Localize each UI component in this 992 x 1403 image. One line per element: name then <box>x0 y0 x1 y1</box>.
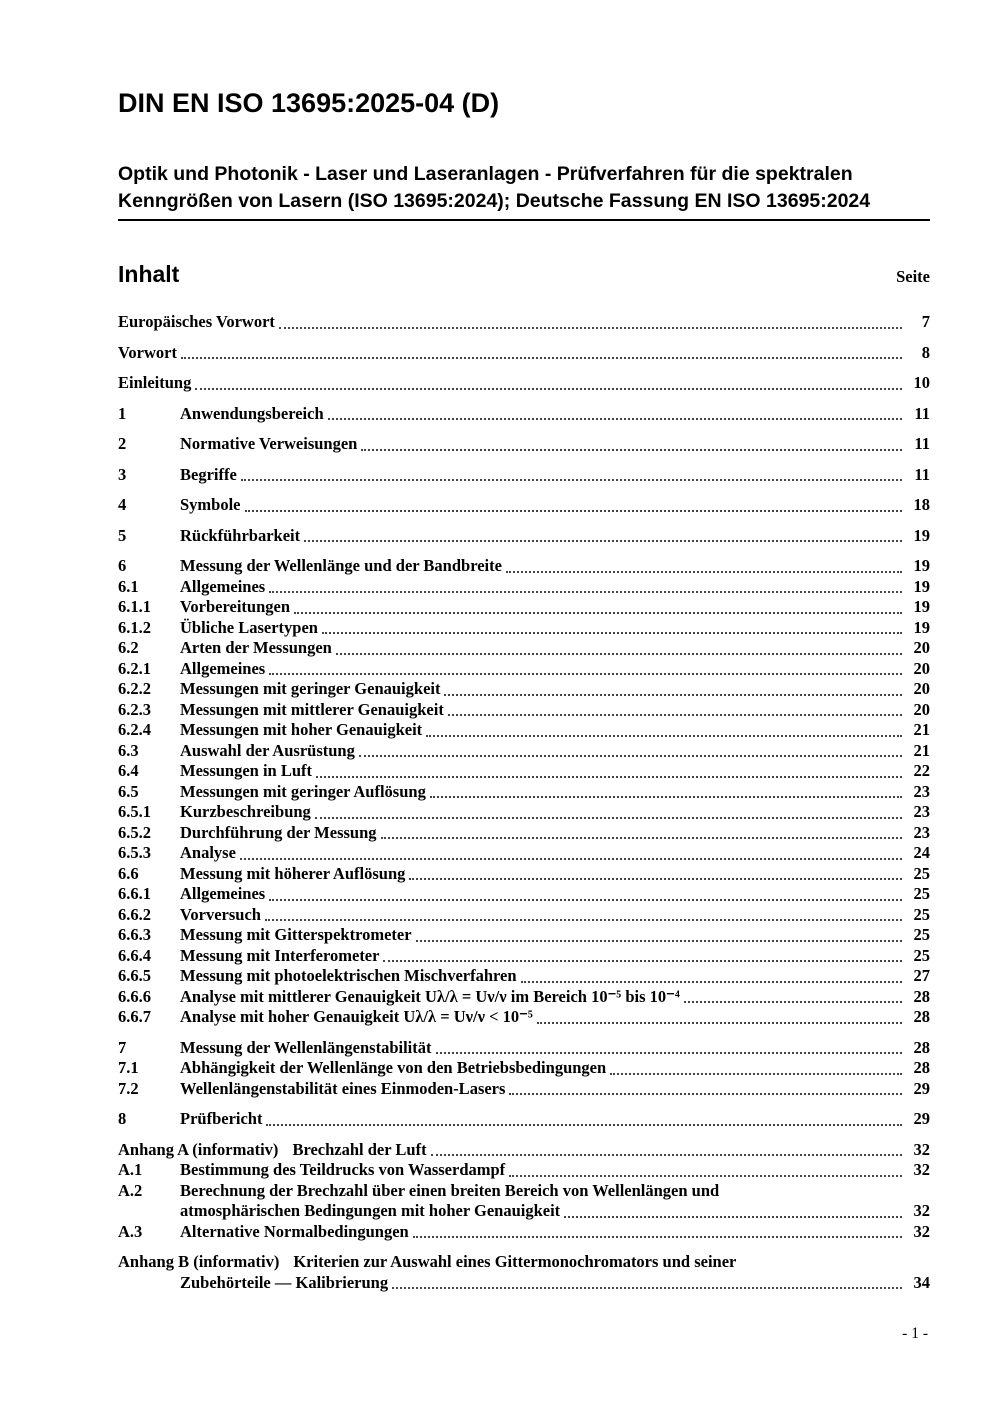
toc-entry[interactable] <box>118 925 930 946</box>
toc-entry-page: 20 <box>913 658 930 678</box>
toc-entry-lastline <box>180 597 930 618</box>
toc-entry-lastline <box>180 659 930 680</box>
toc-entry-label: Vorwort <box>118 342 177 362</box>
toc-entry-lastline <box>180 404 930 425</box>
dot-leader <box>240 858 902 860</box>
toc-entry-page: 10 <box>913 373 930 392</box>
toc-entry-lastline <box>180 1222 930 1243</box>
toc-entry-number: 6.1.1 <box>118 597 151 616</box>
toc-entry-label: Kriterien zur Auswahl eines Gittermonochromators und seiner <box>293 1252 737 1271</box>
toc-entry-number: 3 <box>118 464 127 484</box>
dot-leader <box>322 632 902 634</box>
dot-leader <box>610 1073 902 1075</box>
toc-entry-page: 28 <box>913 1037 930 1057</box>
toc-entry[interactable] <box>118 618 930 639</box>
toc-entry-page: 11 <box>914 464 930 484</box>
toc-entry-lastline <box>180 761 930 782</box>
toc-entry-label: Messung mit Interferometer <box>180 945 380 965</box>
toc-entry-page: 29 <box>913 1078 930 1098</box>
toc-entry-number: 6.3 <box>118 740 139 760</box>
toc-entry-lastline <box>180 1079 930 1100</box>
dot-leader <box>521 981 902 983</box>
toc-entry-lastline <box>180 556 930 577</box>
toc-entry-lastline <box>118 312 930 333</box>
toc-entry-page: 32 <box>913 1221 930 1241</box>
toc-entry[interactable] <box>118 1181 930 1222</box>
toc-entry-label: Alternative Normalbedingungen <box>180 1221 409 1241</box>
toc-entry-page: 23 <box>913 822 930 842</box>
toc-entry-number: 5 <box>118 525 127 545</box>
toc-entry-number: 6.5 <box>118 781 139 801</box>
toc-entry-number: 2 <box>118 434 127 453</box>
dot-leader <box>564 1216 902 1218</box>
dot-leader <box>266 1124 902 1126</box>
toc-entry-number: 6.2.3 <box>118 699 151 719</box>
toc-entry-number: A.2 <box>118 1180 143 1200</box>
subtitle-line-1: Optik und Photonik - Laser und Laseranlagen - Prüfverfahren für die spektralen <box>118 163 853 185</box>
toc-entry-label: Symbole <box>180 495 241 514</box>
toc-entry-number: 6.1.2 <box>118 617 151 637</box>
toc-entry-lastline <box>180 1109 930 1130</box>
toc-entry-lastline <box>180 638 930 659</box>
toc-entry-page: 19 <box>913 525 930 545</box>
toc-entry[interactable] <box>118 373 930 394</box>
toc-entry-label: Kurzbeschreibung <box>180 802 311 821</box>
toc-entry[interactable] <box>118 434 930 455</box>
toc-entry-lastline <box>180 465 930 486</box>
toc-entry-lastline <box>180 741 930 762</box>
toc-entry[interactable] <box>118 495 930 516</box>
dot-leader <box>506 571 902 573</box>
toc-entry-lastline <box>180 1007 930 1028</box>
dot-leader <box>328 418 902 420</box>
dot-leader <box>294 612 902 614</box>
dot-leader <box>315 817 902 819</box>
toc-entry-number: 6.2 <box>118 638 139 657</box>
toc-entry-page: 28 <box>913 986 930 1006</box>
toc-heading: Inhalt <box>118 261 180 287</box>
toc-entry-label: Rückführbarkeit <box>180 525 301 545</box>
dot-leader <box>448 714 902 716</box>
dot-leader <box>269 899 902 901</box>
toc-entry-number: 6.6.7 <box>118 1007 151 1026</box>
toc-entry-number: A.3 <box>118 1221 143 1241</box>
toc-entry-page: 19 <box>913 617 930 637</box>
toc-entry[interactable] <box>118 526 930 547</box>
toc-entry-lastline <box>180 618 930 639</box>
toc-entry-lastline <box>180 1038 930 1059</box>
toc-entry-lastline <box>292 1140 930 1161</box>
toc-entry-line1 <box>118 1252 930 1273</box>
dot-leader <box>359 755 902 757</box>
toc-entry-page: 25 <box>913 925 930 944</box>
dot-leader <box>509 1093 902 1095</box>
dot-leader <box>245 510 902 512</box>
dot-leader <box>316 776 902 778</box>
toc-entry-label: Messung der Wellenlängenstabilität <box>180 1037 432 1057</box>
toc-entry-page: 32 <box>913 1139 930 1159</box>
toc-entry-label: Durchführung der Messung <box>180 822 377 842</box>
toc-entry-lastline <box>180 987 930 1008</box>
toc-entry[interactable] <box>118 884 930 905</box>
toc-entry-page: 11 <box>914 434 930 453</box>
toc-entry[interactable] <box>118 905 930 926</box>
dot-leader <box>431 1154 902 1156</box>
toc-header <box>118 261 930 288</box>
toc-entry-page: 11 <box>914 403 930 423</box>
dot-leader <box>279 327 902 329</box>
toc-entry-page: 19 <box>913 556 930 575</box>
toc-entry-label: Allgemeines <box>180 884 266 903</box>
toc-entry-lastline <box>180 1201 930 1222</box>
toc-entry[interactable] <box>118 638 930 659</box>
toc-entry[interactable] <box>118 679 930 700</box>
dot-leader <box>265 919 902 921</box>
toc-entry[interactable] <box>118 823 930 844</box>
toc-entry-number: 6.5.3 <box>118 843 151 862</box>
dot-leader <box>269 591 902 593</box>
toc-entry-lastline <box>180 905 930 926</box>
toc-entry-label: Übliche Lasertypen <box>180 617 318 637</box>
toc-entry-line1 <box>180 1181 930 1202</box>
toc-entry-lastline <box>118 373 930 394</box>
dot-leader <box>416 940 902 942</box>
toc-entry-number: 6.6.4 <box>118 945 151 965</box>
toc-entry-number: 6.1 <box>118 576 139 596</box>
dot-leader <box>426 735 902 737</box>
toc-entry[interactable] <box>118 577 930 598</box>
toc-entry-page: 20 <box>913 638 930 657</box>
toc-entry-number: 6.6.5 <box>118 966 151 985</box>
toc-entry-label: Wellenlängenstabilität eines Einmoden-Lasers <box>180 1078 506 1098</box>
toc-entry-lastline <box>180 434 930 455</box>
toc-entry[interactable] <box>118 465 930 486</box>
toc-entry-lastline <box>180 1058 930 1079</box>
toc-entry[interactable] <box>118 864 930 885</box>
toc-entry-page: 25 <box>913 904 930 924</box>
toc-entry[interactable] <box>118 700 930 721</box>
toc-entry-page: 28 <box>913 1058 930 1077</box>
toc-entry[interactable] <box>118 966 930 987</box>
toc-entry-page: 18 <box>913 495 930 514</box>
toc-entry[interactable] <box>118 1222 930 1243</box>
page-number-footer: - 1 - <box>902 1325 928 1342</box>
dot-leader <box>383 960 902 962</box>
toc-entry[interactable] <box>118 556 930 577</box>
toc-entry-page: 25 <box>913 863 930 883</box>
dot-leader <box>430 796 902 798</box>
toc-entry[interactable] <box>118 987 930 1008</box>
dot-leader <box>684 1001 902 1003</box>
toc-entry-label: Abhängigkeit der Wellenlänge von den Betriebsbedingungen <box>180 1058 607 1077</box>
toc-entry[interactable] <box>118 946 930 967</box>
toc-entry-label-continuation: Zubehörteile — Kalibrierung <box>180 1272 389 1292</box>
toc-entry-page: 21 <box>913 720 930 739</box>
dot-leader <box>195 388 902 390</box>
toc-entry-number: 7.1 <box>118 1058 139 1077</box>
toc-entry-page: 24 <box>913 843 930 862</box>
toc-entry-number: 4 <box>118 495 127 514</box>
toc-entry-label-continuation: atmosphärischen Bedingungen mit hoher Genauigkeit <box>180 1201 561 1220</box>
toc-entry-number: Anhang A (informativ) <box>118 1139 279 1159</box>
toc-entry-label: Messung mit Gitterspektrometer <box>180 925 412 944</box>
toc-entry-label: Brechzahl der Luft <box>292 1139 427 1159</box>
toc-entry[interactable] <box>118 1079 930 1100</box>
toc-entry-number: 1 <box>118 403 127 423</box>
toc-entry-page: 19 <box>913 597 930 616</box>
toc-entry-label: Vorversuch <box>180 904 261 924</box>
toc-entry-lastline <box>180 782 930 803</box>
toc-entry-number: Anhang B (informativ) <box>118 1252 280 1271</box>
dot-leader <box>537 1022 902 1024</box>
toc-entry-page: 7 <box>921 312 930 331</box>
toc-entry-lastline <box>180 679 930 700</box>
toc-entry-label: Europäisches Vorwort <box>118 312 275 331</box>
toc-entry-lastline <box>180 946 930 967</box>
dot-leader <box>409 878 902 880</box>
toc-entry[interactable] <box>118 1007 930 1028</box>
dot-leader <box>381 837 902 839</box>
toc-entry-page: 19 <box>913 576 930 596</box>
toc-entry[interactable] <box>118 1109 930 1130</box>
toc-entry-label: Messung der Wellenlänge und der Bandbreite <box>180 556 502 575</box>
toc-entry-lastline <box>180 526 930 547</box>
toc-entry-number: A.1 <box>118 1160 143 1179</box>
toc-entry-number: 7.2 <box>118 1078 139 1098</box>
toc-entry-page: 32 <box>913 1160 930 1179</box>
toc-entry-label: Begriffe <box>180 464 237 484</box>
toc-entry-page: 27 <box>913 966 930 985</box>
toc-entry-page: 29 <box>913 1109 930 1128</box>
dot-leader <box>304 540 902 542</box>
toc-entry-label: Allgemeines <box>180 576 266 596</box>
toc-entry-page: 25 <box>913 945 930 965</box>
toc-entry-lastline <box>180 843 930 864</box>
toc-entry[interactable] <box>118 741 930 762</box>
dot-leader <box>413 1236 902 1238</box>
toc-entry-lastline <box>118 1273 930 1294</box>
toc-entry-page: 8 <box>921 342 930 362</box>
toc-entry-label: Messungen mit geringer Auflösung <box>180 781 426 801</box>
toc-entry-label: Anwendungsbereich <box>180 403 324 423</box>
toc-entry-label: Arten der Messungen <box>180 638 332 657</box>
toc-entry-label: Vorbereitungen <box>180 597 291 616</box>
toc-entry[interactable] <box>118 761 930 782</box>
toc-entry[interactable] <box>118 782 930 803</box>
toc-entry-label: Prüfbericht <box>180 1109 263 1128</box>
toc-entry[interactable] <box>118 659 930 680</box>
toc-entry[interactable] <box>118 1038 930 1059</box>
toc-entry-label: Normative Verweisungen <box>180 434 358 453</box>
dot-leader <box>436 1052 903 1054</box>
toc-entry[interactable] <box>118 843 930 864</box>
toc-entry-label: Messung mit höherer Auflösung <box>180 863 406 883</box>
toc-entry-label: Berechnung der Brechzahl über einen breiten Bereich von Wellenlängen und <box>180 1180 720 1200</box>
dot-leader <box>241 479 902 481</box>
dot-leader <box>181 357 902 359</box>
toc-entry-label: Messungen mit hoher Genauigkeit <box>180 720 423 739</box>
dot-leader <box>392 1287 902 1289</box>
toc-entry-label: Auswahl der Ausrüstung <box>180 740 355 760</box>
toc-entry-page: 23 <box>913 802 930 821</box>
toc-entry-page: 20 <box>913 679 930 698</box>
toc-entry-label: Messungen in Luft <box>180 761 313 780</box>
toc-entry-lastline <box>180 802 930 823</box>
toc-entry-label: Analyse <box>180 843 236 862</box>
toc-entry-page: 32 <box>913 1201 930 1220</box>
toc-entry-number: 6.6 <box>118 863 139 883</box>
toc-entry-page: 22 <box>913 761 930 780</box>
toc-entry-label: Allgemeines <box>180 658 266 678</box>
dot-leader <box>361 449 902 451</box>
dot-leader <box>444 694 902 696</box>
toc-entry-page: 23 <box>913 781 930 801</box>
toc-entry-label: Messungen mit geringer Genauigkeit <box>180 679 441 698</box>
dot-leader <box>269 673 902 675</box>
toc-entry-lastline <box>180 495 930 516</box>
toc-entry-body <box>118 1252 930 1293</box>
toc-entry[interactable] <box>118 312 930 333</box>
toc-entry-number: 6.6.6 <box>118 986 151 1006</box>
toc-entry-number: 6.5.2 <box>118 822 151 842</box>
toc-entry-number: 6.6.3 <box>118 925 151 944</box>
toc-entry-number: 6.6.1 <box>118 884 151 903</box>
toc-entry[interactable] <box>118 343 930 364</box>
toc-entry-page: 34 <box>913 1272 930 1292</box>
dot-leader <box>336 653 902 655</box>
subtitle-line-2: Kenngrößen von Lasern (ISO 13695:2024); Deutsche Fassung EN ISO 13695:2024 <box>118 190 871 212</box>
toc-entry[interactable] <box>118 1058 930 1079</box>
toc-entry-lastline <box>180 1160 930 1181</box>
toc-entry[interactable] <box>118 802 930 823</box>
toc-entry-label: Einleitung <box>118 373 192 392</box>
toc-entry[interactable] <box>118 404 930 425</box>
toc-entry-lastline <box>180 925 930 946</box>
toc-entry[interactable] <box>118 1252 930 1293</box>
toc-entry-number: 8 <box>118 1109 127 1128</box>
toc-entry-lastline <box>180 823 930 844</box>
dot-leader <box>509 1175 902 1177</box>
toc-entry-number: 6 <box>118 556 127 575</box>
toc-entry-number: 6.2.2 <box>118 679 151 698</box>
toc-entry-lastline <box>180 966 930 987</box>
toc-entry-lastline <box>180 864 930 885</box>
toc-entry-label: Messung mit photoelektrischen Mischverfahren <box>180 966 517 985</box>
toc-entry-label: Bestimmung des Teildrucks von Wasserdampf <box>180 1160 506 1179</box>
toc-entry-lastline <box>180 700 930 721</box>
toc-entry-label: Analyse mit hoher Genauigkeit Uλ/λ = Uν/ν < 10⁻⁵ <box>180 1007 533 1026</box>
toc-entry-number: 6.2.1 <box>118 658 151 678</box>
toc-entry-label: Analyse mit mittlerer Genauigkeit Uλ/λ = Uν/ν im Bereich 10⁻⁵ bis 10⁻⁴ <box>180 986 680 1006</box>
toc-entry-number: 7 <box>118 1037 127 1057</box>
toc-entry-lastline <box>118 343 930 364</box>
toc-entry-number: 6.6.2 <box>118 904 151 924</box>
toc-entry[interactable] <box>118 1160 930 1181</box>
document-title: DIN EN ISO 13695:2025-04 (D) <box>118 88 500 118</box>
toc-entry-page: 25 <box>913 884 930 903</box>
page-column-label: Seite <box>896 267 930 286</box>
toc-entry[interactable] <box>118 597 930 618</box>
toc-entry-lastline <box>180 577 930 598</box>
toc-entry-lastline <box>180 720 930 741</box>
toc-list <box>118 312 930 1293</box>
toc-entry-page: 20 <box>913 699 930 719</box>
toc-entry-page: 28 <box>913 1007 930 1026</box>
toc-entry[interactable] <box>118 1140 930 1161</box>
toc-entry-body <box>180 1181 930 1222</box>
document-subtitle <box>118 161 930 221</box>
toc-entry-lastline <box>180 884 930 905</box>
toc-entry-page: 21 <box>913 740 930 760</box>
toc-entry-number: 6.5.1 <box>118 802 151 821</box>
toc-entry-number: 6.4 <box>118 761 139 780</box>
toc-entry[interactable] <box>118 720 930 741</box>
toc-entry-label: Messungen mit mittlerer Genauigkeit <box>180 699 444 719</box>
toc-entry-number: 6.2.4 <box>118 720 151 739</box>
